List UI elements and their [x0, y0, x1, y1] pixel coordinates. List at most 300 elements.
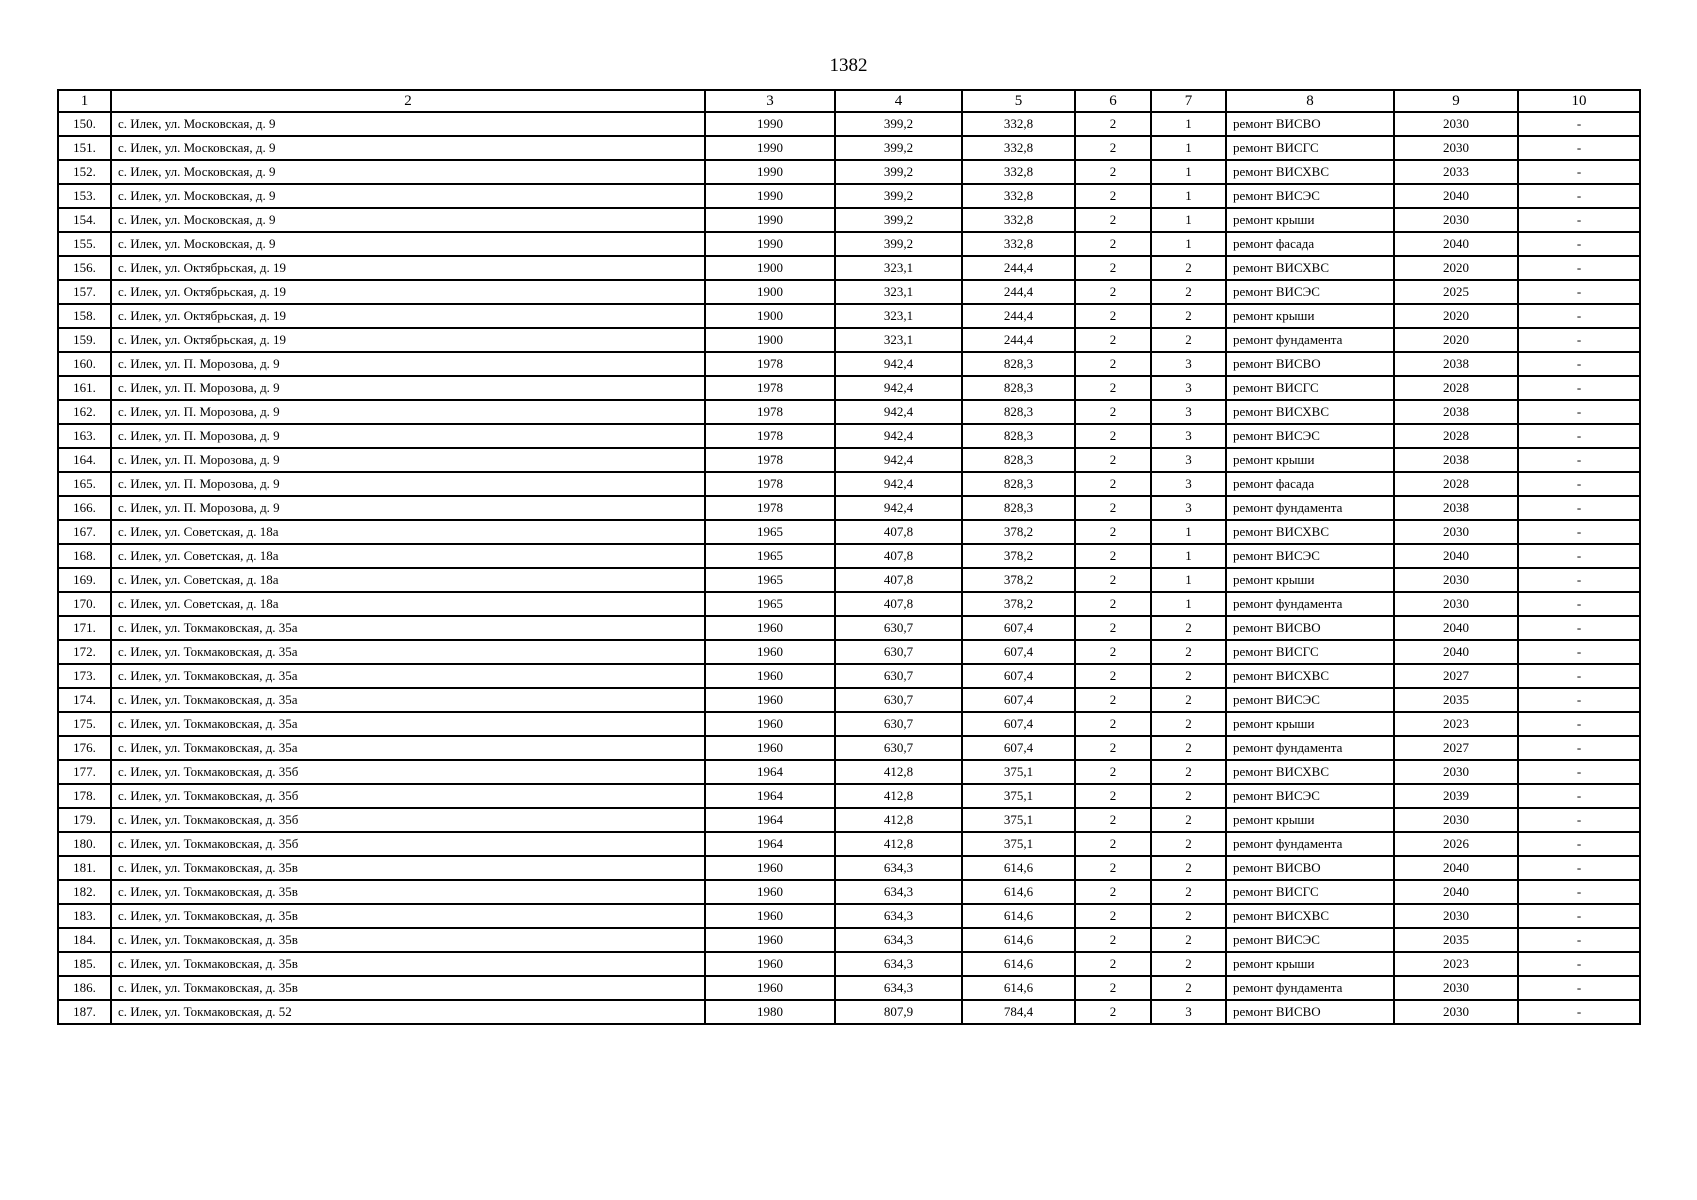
cell-work-type: ремонт ВИСГС [1226, 640, 1394, 664]
cell-entrances: 1 [1151, 112, 1226, 136]
cell-living-area: 332,8 [962, 160, 1075, 184]
cell-work-type: ремонт крыши [1226, 568, 1394, 592]
cell-floors: 2 [1075, 256, 1151, 280]
cell-work-type: ремонт ВИСХВС [1226, 664, 1394, 688]
cell-living-area: 332,8 [962, 112, 1075, 136]
table-row [58, 424, 1640, 448]
cell-planned-year: 2040 [1394, 856, 1518, 880]
cell-entrances: 1 [1151, 136, 1226, 160]
cell-total-area: 323,1 [835, 256, 962, 280]
cell-row-number: 170. [58, 592, 111, 616]
table-row [58, 760, 1640, 784]
cell-floors: 2 [1075, 760, 1151, 784]
cell-row-number: 158. [58, 304, 111, 328]
cell-note: - [1518, 112, 1640, 136]
cell-address: с. Илек, ул. Московская, д. 9 [111, 232, 705, 256]
cell-entrances: 2 [1151, 304, 1226, 328]
cell-address: с. Илек, ул. Октябрьская, д. 19 [111, 256, 705, 280]
cell-total-area: 942,4 [835, 400, 962, 424]
cell-address: с. Илек, ул. П. Морозова, д. 9 [111, 424, 705, 448]
cell-work-type: ремонт фасада [1226, 232, 1394, 256]
cell-entrances: 3 [1151, 448, 1226, 472]
cell-address: с. Илек, ул. Токмаковская, д. 35а [111, 616, 705, 640]
cell-planned-year: 2030 [1394, 808, 1518, 832]
cell-living-area: 244,4 [962, 256, 1075, 280]
cell-floors: 2 [1075, 544, 1151, 568]
cell-work-type: ремонт фундамента [1226, 496, 1394, 520]
cell-work-type: ремонт ВИСВО [1226, 112, 1394, 136]
table-row [58, 448, 1640, 472]
table-row [58, 928, 1640, 952]
cell-row-number: 186. [58, 976, 111, 1000]
column-header: 1 [58, 90, 111, 112]
cell-row-number: 155. [58, 232, 111, 256]
cell-planned-year: 2030 [1394, 760, 1518, 784]
cell-work-type: ремонт ВИСЭС [1226, 544, 1394, 568]
cell-entrances: 2 [1151, 760, 1226, 784]
cell-total-area: 942,4 [835, 352, 962, 376]
cell-living-area: 607,4 [962, 712, 1075, 736]
cell-entrances: 2 [1151, 712, 1226, 736]
cell-living-area: 607,4 [962, 736, 1075, 760]
cell-work-type: ремонт ВИСХВС [1226, 400, 1394, 424]
cell-living-area: 828,3 [962, 352, 1075, 376]
cell-floors: 2 [1075, 928, 1151, 952]
table-row [58, 472, 1640, 496]
cell-living-area: 607,4 [962, 616, 1075, 640]
cell-planned-year: 2030 [1394, 520, 1518, 544]
cell-note: - [1518, 928, 1640, 952]
column-header: 10 [1518, 90, 1640, 112]
cell-total-area: 407,8 [835, 520, 962, 544]
cell-planned-year: 2040 [1394, 184, 1518, 208]
cell-floors: 2 [1075, 616, 1151, 640]
cell-floors: 2 [1075, 808, 1151, 832]
cell-work-type: ремонт фасада [1226, 472, 1394, 496]
cell-entrances: 3 [1151, 472, 1226, 496]
cell-work-type: ремонт крыши [1226, 304, 1394, 328]
cell-address: с. Илек, ул. Октябрьская, д. 19 [111, 280, 705, 304]
cell-planned-year: 2038 [1394, 400, 1518, 424]
cell-total-area: 942,4 [835, 448, 962, 472]
cell-address: с. Илек, ул. Токмаковская, д. 35в [111, 952, 705, 976]
cell-year-built: 1990 [705, 208, 835, 232]
cell-year-built: 1990 [705, 112, 835, 136]
repair-schedule-table [57, 89, 1641, 1025]
cell-address: с. Илек, ул. Токмаковская, д. 35в [111, 976, 705, 1000]
table-row [58, 904, 1640, 928]
cell-address: с. Илек, ул. П. Морозова, д. 9 [111, 448, 705, 472]
cell-year-built: 1990 [705, 232, 835, 256]
cell-floors: 2 [1075, 232, 1151, 256]
cell-planned-year: 2020 [1394, 304, 1518, 328]
cell-floors: 2 [1075, 160, 1151, 184]
cell-note: - [1518, 376, 1640, 400]
table-row [58, 880, 1640, 904]
cell-year-built: 1960 [705, 928, 835, 952]
cell-total-area: 399,2 [835, 112, 962, 136]
cell-planned-year: 2033 [1394, 160, 1518, 184]
cell-work-type: ремонт ВИСХВС [1226, 256, 1394, 280]
cell-entrances: 2 [1151, 880, 1226, 904]
cell-living-area: 614,6 [962, 856, 1075, 880]
cell-entrances: 1 [1151, 568, 1226, 592]
cell-work-type: ремонт крыши [1226, 448, 1394, 472]
table-row [58, 136, 1640, 160]
cell-note: - [1518, 352, 1640, 376]
cell-planned-year: 2028 [1394, 472, 1518, 496]
cell-total-area: 323,1 [835, 280, 962, 304]
cell-year-built: 1960 [705, 952, 835, 976]
cell-work-type: ремонт ВИСЭС [1226, 280, 1394, 304]
cell-living-area: 378,2 [962, 544, 1075, 568]
table-row [58, 952, 1640, 976]
cell-address: с. Илек, ул. Советская, д. 18а [111, 568, 705, 592]
cell-year-built: 1990 [705, 160, 835, 184]
cell-work-type: ремонт фундамента [1226, 736, 1394, 760]
table-row [58, 664, 1640, 688]
cell-total-area: 630,7 [835, 664, 962, 688]
cell-row-number: 181. [58, 856, 111, 880]
table-row [58, 112, 1640, 136]
table-row [58, 544, 1640, 568]
cell-entrances: 2 [1151, 640, 1226, 664]
cell-planned-year: 2020 [1394, 256, 1518, 280]
cell-work-type: ремонт ВИСГС [1226, 880, 1394, 904]
cell-total-area: 634,3 [835, 856, 962, 880]
cell-planned-year: 2038 [1394, 448, 1518, 472]
cell-row-number: 173. [58, 664, 111, 688]
cell-year-built: 1964 [705, 808, 835, 832]
cell-planned-year: 2030 [1394, 592, 1518, 616]
cell-year-built: 1964 [705, 784, 835, 808]
cell-planned-year: 2040 [1394, 880, 1518, 904]
cell-living-area: 375,1 [962, 808, 1075, 832]
cell-living-area: 614,6 [962, 928, 1075, 952]
cell-note: - [1518, 256, 1640, 280]
cell-note: - [1518, 640, 1640, 664]
cell-planned-year: 2028 [1394, 376, 1518, 400]
cell-row-number: 164. [58, 448, 111, 472]
cell-work-type: ремонт крыши [1226, 712, 1394, 736]
cell-total-area: 807,9 [835, 1000, 962, 1024]
cell-year-built: 1960 [705, 712, 835, 736]
cell-floors: 2 [1075, 784, 1151, 808]
cell-planned-year: 2040 [1394, 640, 1518, 664]
cell-note: - [1518, 976, 1640, 1000]
cell-row-number: 179. [58, 808, 111, 832]
cell-floors: 2 [1075, 832, 1151, 856]
column-header: 9 [1394, 90, 1518, 112]
cell-entrances: 3 [1151, 400, 1226, 424]
cell-planned-year: 2025 [1394, 280, 1518, 304]
table-row [58, 688, 1640, 712]
cell-floors: 2 [1075, 400, 1151, 424]
cell-floors: 2 [1075, 184, 1151, 208]
cell-address: с. Илек, ул. Токмаковская, д. 35в [111, 856, 705, 880]
cell-address: с. Илек, ул. Московская, д. 9 [111, 136, 705, 160]
cell-work-type: ремонт крыши [1226, 952, 1394, 976]
cell-row-number: 184. [58, 928, 111, 952]
table-header-row [58, 90, 1640, 112]
cell-total-area: 412,8 [835, 808, 962, 832]
cell-note: - [1518, 208, 1640, 232]
table-body [58, 112, 1640, 1024]
cell-work-type: ремонт ВИСХВС [1226, 904, 1394, 928]
cell-planned-year: 2030 [1394, 976, 1518, 1000]
cell-address: с. Илек, ул. Токмаковская, д. 35в [111, 904, 705, 928]
cell-note: - [1518, 712, 1640, 736]
cell-entrances: 1 [1151, 232, 1226, 256]
cell-total-area: 323,1 [835, 304, 962, 328]
cell-work-type: ремонт ВИСВО [1226, 856, 1394, 880]
cell-address: с. Илек, ул. Токмаковская, д. 52 [111, 1000, 705, 1024]
cell-total-area: 399,2 [835, 136, 962, 160]
cell-address: с. Илек, ул. Октябрьская, д. 19 [111, 328, 705, 352]
table-row [58, 712, 1640, 736]
cell-total-area: 407,8 [835, 568, 962, 592]
column-header: 5 [962, 90, 1075, 112]
cell-total-area: 634,3 [835, 928, 962, 952]
table-row [58, 808, 1640, 832]
cell-note: - [1518, 736, 1640, 760]
cell-floors: 2 [1075, 352, 1151, 376]
cell-year-built: 1965 [705, 592, 835, 616]
cell-planned-year: 2030 [1394, 112, 1518, 136]
table-row [58, 736, 1640, 760]
cell-work-type: ремонт ВИСВО [1226, 1000, 1394, 1024]
cell-address: с. Илек, ул. П. Морозова, д. 9 [111, 352, 705, 376]
cell-living-area: 607,4 [962, 688, 1075, 712]
column-header: 4 [835, 90, 962, 112]
cell-address: с. Илек, ул. Токмаковская, д. 35а [111, 640, 705, 664]
cell-year-built: 1900 [705, 280, 835, 304]
table-row [58, 1000, 1640, 1024]
cell-address: с. Илек, ул. Советская, д. 18а [111, 592, 705, 616]
cell-living-area: 378,2 [962, 520, 1075, 544]
cell-address: с. Илек, ул. Токмаковская, д. 35б [111, 784, 705, 808]
cell-note: - [1518, 808, 1640, 832]
cell-living-area: 378,2 [962, 592, 1075, 616]
cell-address: с. Илек, ул. П. Морозова, д. 9 [111, 376, 705, 400]
cell-planned-year: 2035 [1394, 928, 1518, 952]
cell-note: - [1518, 304, 1640, 328]
cell-year-built: 1960 [705, 904, 835, 928]
cell-note: - [1518, 616, 1640, 640]
cell-total-area: 942,4 [835, 376, 962, 400]
cell-entrances: 2 [1151, 328, 1226, 352]
cell-row-number: 172. [58, 640, 111, 664]
cell-floors: 2 [1075, 856, 1151, 880]
cell-entrances: 1 [1151, 592, 1226, 616]
cell-total-area: 942,4 [835, 424, 962, 448]
cell-row-number: 154. [58, 208, 111, 232]
cell-total-area: 399,2 [835, 184, 962, 208]
cell-living-area: 244,4 [962, 280, 1075, 304]
cell-planned-year: 2030 [1394, 568, 1518, 592]
cell-entrances: 3 [1151, 376, 1226, 400]
cell-floors: 2 [1075, 424, 1151, 448]
cell-entrances: 1 [1151, 184, 1226, 208]
cell-floors: 2 [1075, 640, 1151, 664]
cell-entrances: 1 [1151, 160, 1226, 184]
column-header: 3 [705, 90, 835, 112]
cell-row-number: 151. [58, 136, 111, 160]
cell-floors: 2 [1075, 328, 1151, 352]
cell-work-type: ремонт ВИСХВС [1226, 520, 1394, 544]
cell-entrances: 2 [1151, 952, 1226, 976]
cell-planned-year: 2030 [1394, 1000, 1518, 1024]
cell-floors: 2 [1075, 376, 1151, 400]
cell-total-area: 412,8 [835, 832, 962, 856]
cell-address: с. Илек, ул. П. Морозова, д. 9 [111, 496, 705, 520]
cell-planned-year: 2030 [1394, 136, 1518, 160]
cell-row-number: 185. [58, 952, 111, 976]
cell-note: - [1518, 544, 1640, 568]
table-row [58, 616, 1640, 640]
cell-total-area: 630,7 [835, 712, 962, 736]
cell-address: с. Илек, ул. Советская, д. 18а [111, 520, 705, 544]
cell-address: с. Илек, ул. П. Морозова, д. 9 [111, 472, 705, 496]
cell-total-area: 942,4 [835, 472, 962, 496]
cell-row-number: 174. [58, 688, 111, 712]
table-row [58, 280, 1640, 304]
cell-living-area: 828,3 [962, 496, 1075, 520]
cell-total-area: 630,7 [835, 736, 962, 760]
cell-year-built: 1900 [705, 256, 835, 280]
cell-note: - [1518, 1000, 1640, 1024]
cell-row-number: 160. [58, 352, 111, 376]
cell-note: - [1518, 496, 1640, 520]
cell-note: - [1518, 280, 1640, 304]
cell-address: с. Илек, ул. Токмаковская, д. 35а [111, 712, 705, 736]
cell-entrances: 2 [1151, 736, 1226, 760]
cell-row-number: 165. [58, 472, 111, 496]
cell-note: - [1518, 760, 1640, 784]
cell-address: с. Илек, ул. Токмаковская, д. 35б [111, 760, 705, 784]
cell-floors: 2 [1075, 280, 1151, 304]
cell-living-area: 828,3 [962, 400, 1075, 424]
cell-year-built: 1978 [705, 496, 835, 520]
cell-living-area: 375,1 [962, 760, 1075, 784]
cell-year-built: 1965 [705, 568, 835, 592]
cell-work-type: ремонт фундамента [1226, 328, 1394, 352]
cell-total-area: 942,4 [835, 496, 962, 520]
cell-note: - [1518, 424, 1640, 448]
table-row [58, 352, 1640, 376]
cell-note: - [1518, 400, 1640, 424]
cell-row-number: 166. [58, 496, 111, 520]
cell-total-area: 634,3 [835, 952, 962, 976]
cell-address: с. Илек, ул. Токмаковская, д. 35в [111, 880, 705, 904]
cell-note: - [1518, 520, 1640, 544]
column-header: 2 [111, 90, 705, 112]
cell-total-area: 630,7 [835, 688, 962, 712]
cell-total-area: 630,7 [835, 616, 962, 640]
cell-note: - [1518, 784, 1640, 808]
cell-year-built: 1978 [705, 400, 835, 424]
cell-total-area: 399,2 [835, 160, 962, 184]
cell-work-type: ремонт ВИСХВС [1226, 760, 1394, 784]
table-row [58, 160, 1640, 184]
cell-row-number: 167. [58, 520, 111, 544]
table-row [58, 208, 1640, 232]
cell-work-type: ремонт ВИСВО [1226, 616, 1394, 640]
cell-row-number: 161. [58, 376, 111, 400]
cell-note: - [1518, 856, 1640, 880]
cell-floors: 2 [1075, 112, 1151, 136]
cell-year-built: 1990 [705, 136, 835, 160]
cell-row-number: 175. [58, 712, 111, 736]
cell-note: - [1518, 592, 1640, 616]
cell-address: с. Илек, ул. Московская, д. 9 [111, 112, 705, 136]
table-row [58, 376, 1640, 400]
cell-entrances: 2 [1151, 928, 1226, 952]
table-row [58, 496, 1640, 520]
table-row [58, 784, 1640, 808]
cell-entrances: 1 [1151, 520, 1226, 544]
cell-living-area: 614,6 [962, 904, 1075, 928]
cell-total-area: 630,7 [835, 640, 962, 664]
cell-note: - [1518, 184, 1640, 208]
cell-floors: 2 [1075, 904, 1151, 928]
cell-year-built: 1965 [705, 520, 835, 544]
cell-living-area: 607,4 [962, 640, 1075, 664]
cell-floors: 2 [1075, 664, 1151, 688]
cell-living-area: 332,8 [962, 208, 1075, 232]
cell-living-area: 332,8 [962, 184, 1075, 208]
table-row [58, 832, 1640, 856]
cell-address: с. Илек, ул. Токмаковская, д. 35а [111, 664, 705, 688]
cell-floors: 2 [1075, 592, 1151, 616]
cell-year-built: 1900 [705, 328, 835, 352]
cell-address: с. Илек, ул. Токмаковская, д. 35б [111, 832, 705, 856]
cell-note: - [1518, 472, 1640, 496]
cell-total-area: 634,3 [835, 880, 962, 904]
cell-year-built: 1960 [705, 856, 835, 880]
cell-row-number: 168. [58, 544, 111, 568]
column-header: 7 [1151, 90, 1226, 112]
cell-floors: 2 [1075, 952, 1151, 976]
cell-entrances: 3 [1151, 496, 1226, 520]
cell-row-number: 177. [58, 760, 111, 784]
cell-planned-year: 2039 [1394, 784, 1518, 808]
cell-note: - [1518, 448, 1640, 472]
cell-note: - [1518, 952, 1640, 976]
cell-living-area: 375,1 [962, 832, 1075, 856]
cell-address: с. Илек, ул. Токмаковская, д. 35а [111, 736, 705, 760]
page-number: 1382 [829, 55, 868, 76]
cell-year-built: 1960 [705, 976, 835, 1000]
cell-year-built: 1978 [705, 376, 835, 400]
cell-total-area: 412,8 [835, 760, 962, 784]
cell-entrances: 2 [1151, 856, 1226, 880]
cell-floors: 2 [1075, 472, 1151, 496]
cell-planned-year: 2030 [1394, 208, 1518, 232]
cell-floors: 2 [1075, 496, 1151, 520]
cell-year-built: 1960 [705, 664, 835, 688]
cell-living-area: 378,2 [962, 568, 1075, 592]
table-row [58, 184, 1640, 208]
table-row [58, 256, 1640, 280]
cell-year-built: 1978 [705, 448, 835, 472]
cell-year-built: 1964 [705, 832, 835, 856]
cell-living-area: 828,3 [962, 472, 1075, 496]
cell-floors: 2 [1075, 136, 1151, 160]
cell-living-area: 614,6 [962, 952, 1075, 976]
cell-entrances: 2 [1151, 616, 1226, 640]
cell-floors: 2 [1075, 1000, 1151, 1024]
